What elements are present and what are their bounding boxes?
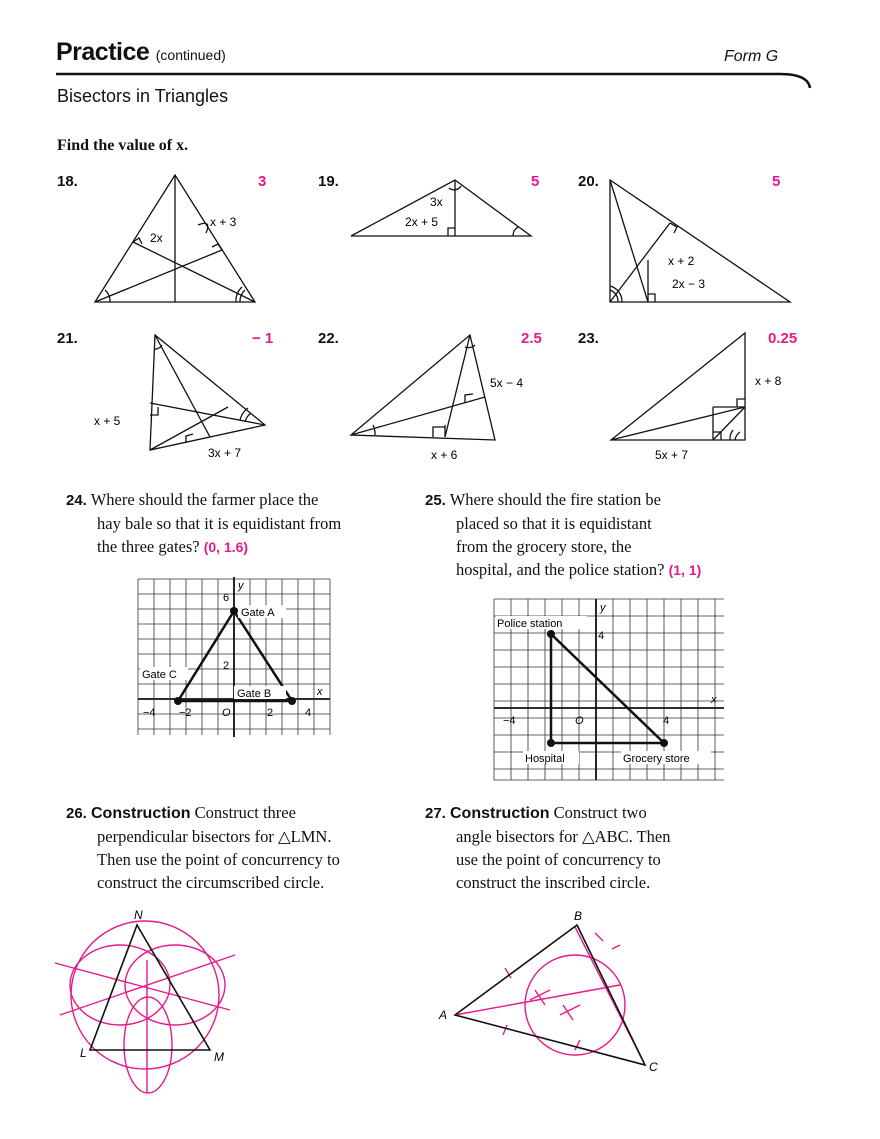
problem-19-label-a: 3x xyxy=(430,195,443,209)
graph-25-y-axis: y xyxy=(600,602,606,614)
problem-19-answer: 5 xyxy=(531,173,540,190)
question-24 xyxy=(66,488,416,559)
question-25-line-1: Where should the fire station be xyxy=(449,490,661,509)
diagram-23 xyxy=(605,325,805,465)
graph-25-hospital: Hospital xyxy=(525,753,565,765)
vertex-c: C xyxy=(649,1060,658,1074)
graph-25-tick-neg4: −4 xyxy=(503,715,516,727)
problem-19-number: 19. xyxy=(318,173,339,190)
question-27-line-2: angle bisectors for △ABC. Then xyxy=(456,827,671,846)
title-main: Practice xyxy=(56,38,150,66)
graph-25-tick-pos4: 4 xyxy=(663,715,670,727)
vertex-n: N xyxy=(134,908,143,922)
problem-20-answer: 5 xyxy=(772,173,781,190)
graph-24-gate-b: Gate B xyxy=(237,688,272,700)
graph-25-police-station: Police station xyxy=(497,618,563,630)
question-25-number: 25. xyxy=(425,492,446,509)
question-25 xyxy=(425,488,795,582)
instruction: Find the value of x. xyxy=(57,137,189,154)
question-24-line-3: the three gates? xyxy=(97,537,200,556)
graph-24-x-axis: x xyxy=(317,686,323,698)
problem-21-label-a: x + 5 xyxy=(94,414,121,428)
question-24-number: 24. xyxy=(66,492,87,509)
page-subtitle: Bisectors in Triangles xyxy=(57,86,229,106)
question-27-line-1: Construct two xyxy=(553,803,647,822)
form-label: Form G xyxy=(724,48,779,65)
graph-24-gate-c: Gate C xyxy=(142,669,177,681)
graph-25-grocery-store: Grocery store xyxy=(623,753,690,765)
graph-25-tick-4: 4 xyxy=(598,630,605,642)
graph-24-y-axis: y xyxy=(238,580,244,592)
question-27-head: Construction xyxy=(449,805,550,822)
problem-23-answer: 0.25 xyxy=(768,330,798,347)
graph-24-tick-2: 2 xyxy=(223,660,230,672)
question-27-line-4: construct the inscribed circle. xyxy=(456,873,651,892)
vertex-l: L xyxy=(80,1046,87,1060)
question-26 xyxy=(66,801,416,894)
problem-21-number: 21. xyxy=(57,330,78,347)
graph-24-tick-neg4: −4 xyxy=(143,707,156,719)
question-25-line-3: from the grocery store, the xyxy=(456,537,632,556)
vertex-b: B xyxy=(574,909,583,923)
problem-22-label-b: x + 6 xyxy=(431,448,458,462)
diagram-18 xyxy=(90,170,270,310)
graph-24-gate-a: Gate A xyxy=(241,607,275,619)
diagram-19 xyxy=(345,170,535,245)
question-25-line-2: placed so that it is equidistant xyxy=(456,514,652,533)
problem-20-label-a: x + 2 xyxy=(668,254,695,268)
problem-22-answer: 2.5 xyxy=(521,330,542,347)
problem-18-label-b: x + 3 xyxy=(210,215,237,229)
question-24-line-1: Where should the farmer place the xyxy=(90,490,319,509)
question-24-line-2: hay bale so that it is equidistant from xyxy=(97,514,342,533)
problem-20-label-b: 2x − 3 xyxy=(672,277,706,291)
graph-24-tick-neg2: −2 xyxy=(179,707,192,719)
graph-24-tick-pos4: 4 xyxy=(305,707,312,719)
graph-24-tick-pos2: 2 xyxy=(267,707,274,719)
diagram-20 xyxy=(600,170,800,310)
vertex-a: A xyxy=(439,1008,448,1022)
question-26-head: Construction xyxy=(90,805,191,822)
problem-23-number: 23. xyxy=(578,330,599,347)
problem-19-label-b: 2x + 5 xyxy=(405,215,439,229)
title-continued: (continued) xyxy=(155,47,226,63)
problem-21-label-b: 3x + 7 xyxy=(208,446,242,460)
diagram-22 xyxy=(345,325,545,465)
problem-18-number: 18. xyxy=(57,173,78,190)
graph-24-origin: O xyxy=(222,707,231,719)
question-25-answer: (1, 1) xyxy=(668,562,702,578)
question-26-line-1: Construct three xyxy=(194,803,296,822)
problem-21-answer: − 1 xyxy=(252,330,274,347)
problem-18-label-a: 2x xyxy=(150,231,163,245)
question-27 xyxy=(425,801,795,894)
question-27-line-3: use the point of concurrency to xyxy=(456,850,661,869)
question-26-line-3: Then use the point of concurrency to xyxy=(97,850,340,869)
graph-25-x-axis: x xyxy=(711,694,717,706)
question-27-number: 27. xyxy=(425,805,446,822)
construction-26 xyxy=(50,905,250,1095)
problem-22-number: 22. xyxy=(318,330,339,347)
diagram-21 xyxy=(90,325,270,465)
question-26-number: 26. xyxy=(66,805,87,822)
graph-24 xyxy=(137,575,332,740)
problem-23-label-a: x + 8 xyxy=(755,374,782,388)
question-24-answer: (0, 1.6) xyxy=(203,539,249,555)
question-25-line-4: hospital, and the police station? xyxy=(456,560,665,579)
construction-27 xyxy=(435,905,665,1085)
vertex-m: M xyxy=(214,1050,224,1064)
graph-24-tick-6: 6 xyxy=(223,592,230,604)
problem-23-label-b: 5x + 7 xyxy=(655,448,689,462)
problem-20-number: 20. xyxy=(578,173,599,190)
problem-22-label-a: 5x − 4 xyxy=(490,376,524,390)
graph-25 xyxy=(493,597,728,782)
question-26-line-2: perpendicular bisectors for △LMN. xyxy=(97,827,332,846)
problem-18-answer: 3 xyxy=(258,173,267,190)
question-26-line-4: construct the circumscribed circle. xyxy=(97,873,325,892)
graph-25-origin: O xyxy=(575,715,584,727)
